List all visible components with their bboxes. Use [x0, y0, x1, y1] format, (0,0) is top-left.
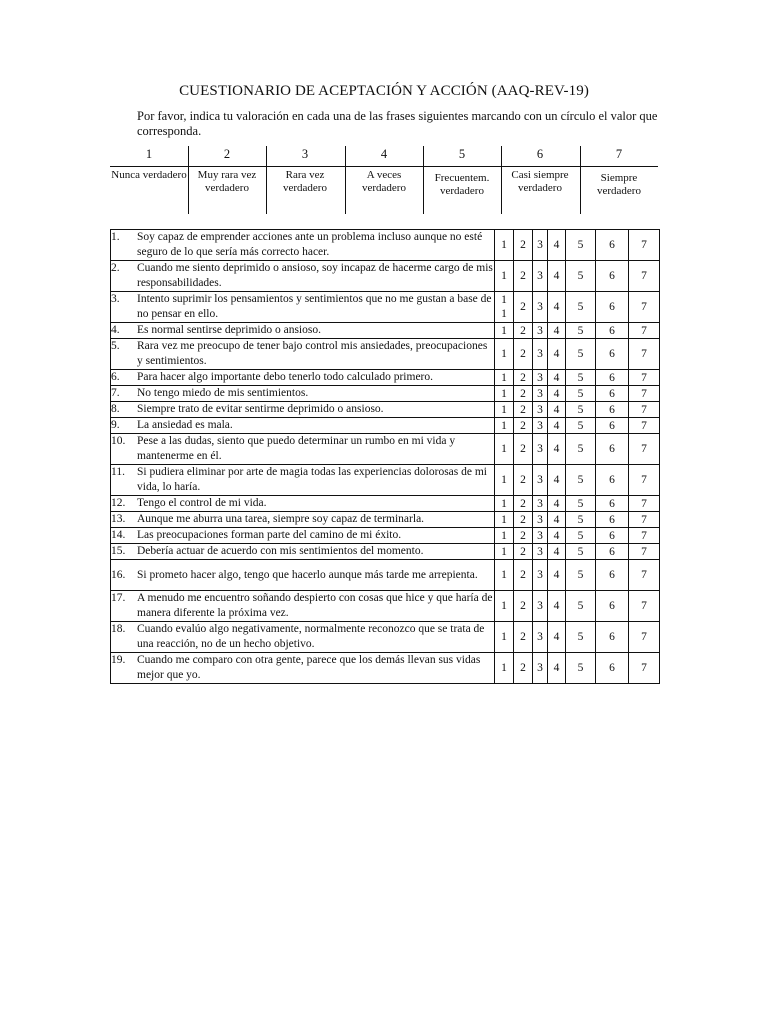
statement-cell: [111, 512, 495, 528]
scale-label-7: Siempre verdadero: [597, 172, 641, 197]
rating-option-6[interactable]: 6: [596, 512, 629, 528]
rating-option-6[interactable]: 6: [596, 402, 629, 418]
rating-option-6[interactable]: 6: [596, 653, 629, 684]
rating-option-5[interactable]: 5: [566, 465, 596, 496]
rating-option-6[interactable]: 6: [596, 230, 629, 261]
rating-option-2[interactable]: 2: [514, 434, 533, 465]
rating-option-2[interactable]: 2: [514, 418, 533, 434]
rating-option-1[interactable]: 1: [495, 323, 514, 339]
rating-option-2[interactable]: 2: [514, 261, 533, 292]
item-number: 19.: [111, 654, 126, 666]
rating-option-2[interactable]: 2: [514, 465, 533, 496]
rating-option-2[interactable]: 2: [514, 591, 533, 622]
rating-option-6[interactable]: 6: [596, 622, 629, 653]
statement-cell: [111, 402, 495, 418]
rating-option-1[interactable]: 1: [495, 386, 514, 402]
rating-option-7[interactable]: 7: [629, 560, 660, 591]
scale-divider: [345, 146, 346, 214]
rating-option-6[interactable]: 6: [596, 292, 629, 323]
rating-option-7[interactable]: 7: [629, 591, 660, 622]
rating-option-2[interactable]: 2: [514, 528, 533, 544]
table-row: [111, 560, 660, 591]
rating-option-4[interactable]: 4: [548, 323, 566, 339]
table-row: [111, 370, 660, 386]
instructions: Por favor, indica tu valoración en cada una de las frases siguientes marcando con un círculo el valor que corresponda.: [137, 109, 658, 138]
table-row: [111, 402, 660, 418]
rating-option-2[interactable]: 2: [514, 323, 533, 339]
item-text: Si prometo hacer algo, tengo que hacerlo aunque más tarde me arrepienta.: [137, 568, 478, 581]
item-text: Si pudiera eliminar por arte de magia todas las experiencias dolorosas de mi vida, lo haría.: [137, 466, 487, 493]
item-number: 1.: [111, 231, 120, 243]
rating-option-3[interactable]: 3: [533, 418, 548, 434]
item-number: 14.: [111, 529, 126, 541]
item-text: Rara vez me preocupo de tener bajo control mis ansiedades, preocupaciones y sentimientos.: [137, 340, 488, 367]
rating-option-4[interactable]: 4: [548, 261, 566, 292]
rating-option-2[interactable]: 2: [514, 622, 533, 653]
rating-option-5[interactable]: 5: [566, 323, 596, 339]
item-text: A menudo me encuentro soñando despierto con cosas que hice y que haría de manera diferente la próxima vez.: [137, 592, 493, 619]
rating-option-2[interactable]: 2: [514, 560, 533, 591]
rating-option-7[interactable]: 7: [629, 230, 660, 261]
rating-option-3[interactable]: 3: [533, 512, 548, 528]
scale-label-4: A veces verdadero: [362, 169, 406, 194]
rating-option-7[interactable]: 7: [629, 544, 660, 560]
rating-option-1[interactable]: 1: [495, 528, 514, 544]
rating-option-2[interactable]: 2: [514, 339, 533, 370]
rating-option-5[interactable]: 5: [566, 292, 596, 323]
scale-number-3: 3: [301, 147, 309, 161]
rating-option-1[interactable]: 1: [495, 560, 514, 591]
item-number: 11.: [111, 466, 125, 478]
item-text: Las preocupaciones forman parte del camino de mi éxito.: [137, 529, 402, 541]
rating-option-7[interactable]: 7: [629, 370, 660, 386]
item-text: Es normal sentirse deprimido o ansioso.: [137, 324, 321, 336]
scale-number-6: 6: [536, 147, 544, 161]
rating-option-1[interactable]: 1: [495, 261, 514, 292]
item-number: 4.: [111, 324, 120, 336]
scale-divider: [266, 146, 267, 214]
rating-option-4[interactable]: 4: [548, 591, 566, 622]
rating-option-7[interactable]: 7: [629, 323, 660, 339]
rating-option-5[interactable]: 5: [566, 418, 596, 434]
item-number: 12.: [111, 497, 126, 509]
statement-cell: [111, 528, 495, 544]
rating-option-2[interactable]: 2: [514, 370, 533, 386]
item-number: 5.: [111, 340, 120, 352]
rating-option-2[interactable]: 2: [514, 496, 533, 512]
rating-option-6[interactable]: 6: [596, 591, 629, 622]
rating-option-1[interactable]: 1: [495, 512, 514, 528]
rating-option-6[interactable]: 6: [596, 418, 629, 434]
item-number: 13.: [111, 513, 126, 525]
rating-option-4[interactable]: 4: [548, 386, 566, 402]
statement-cell: [111, 386, 495, 402]
statement-cell: [111, 434, 495, 465]
scale-label-2: Muy rara vez verdadero: [197, 169, 257, 194]
rating-option-5[interactable]: 5: [566, 402, 596, 418]
rating-option-5[interactable]: 5: [566, 512, 596, 528]
rating-option-6[interactable]: 6: [596, 465, 629, 496]
rating-option-3[interactable]: 3: [533, 339, 548, 370]
rating-option-4[interactable]: 4: [548, 496, 566, 512]
rating-option-1[interactable]: 1: [495, 653, 514, 684]
rating-option-7[interactable]: 7: [629, 622, 660, 653]
table-row: [111, 512, 660, 528]
rating-option-6[interactable]: 6: [596, 386, 629, 402]
rating-option-4[interactable]: 4: [548, 434, 566, 465]
scale-number-4: 4: [380, 147, 388, 161]
item-number: 2.: [111, 262, 120, 274]
item-text: Cuando evalúo algo negativamente, normalmente reconozco que se trata de una reacción, no de un hecho objetivo.: [137, 623, 485, 650]
rating-option-7[interactable]: 7: [629, 339, 660, 370]
rating-option-3[interactable]: 3: [533, 323, 548, 339]
rating-option-7[interactable]: 7: [629, 386, 660, 402]
rating-option-6[interactable]: 6: [596, 370, 629, 386]
rating-option-4[interactable]: 4: [548, 339, 566, 370]
scale-divider: [580, 146, 581, 214]
rating-option-5[interactable]: 5: [566, 261, 596, 292]
scale-number-2: 2: [223, 147, 231, 161]
rating-option-7[interactable]: 7: [629, 653, 660, 684]
rating-option-1[interactable]: 1: [495, 339, 514, 370]
rating-option-6[interactable]: 6: [596, 528, 629, 544]
rating-option-3[interactable]: 3: [533, 653, 548, 684]
statement-cell: [111, 323, 495, 339]
item-number: 15.: [111, 545, 126, 557]
item-number: 17.: [111, 592, 126, 604]
item-text: Soy capaz de emprender acciones ante un problema incluso aunque no esté seguro de lo que sería más correcto hacer.: [137, 231, 483, 258]
table-row: [111, 418, 660, 434]
rating-option-5[interactable]: 5: [566, 434, 596, 465]
item-text: Intento suprimir los pensamientos y sentimientos que no me gustan a base de no pensar en ello.: [137, 293, 492, 320]
item-text: Aunque me aburra una tarea, siempre soy capaz de terminarla.: [137, 513, 425, 525]
statement-cell: [111, 465, 495, 496]
rating-option-7[interactable]: 7: [629, 434, 660, 465]
table-row: [111, 496, 660, 512]
scale-number-7: 7: [615, 147, 623, 161]
rating-option-3[interactable]: 3: [533, 434, 548, 465]
rating-option-5[interactable]: 5: [566, 560, 596, 591]
table-row: [111, 528, 660, 544]
statement-cell: [111, 591, 495, 622]
statement-cell: [111, 292, 495, 323]
table-row: [111, 292, 660, 323]
rating-option-1[interactable]: 1: [495, 591, 514, 622]
rating-option-1[interactable]: 1: [495, 370, 514, 386]
table-row: [111, 434, 660, 465]
rating-option-7[interactable]: 7: [629, 261, 660, 292]
rating-option-1[interactable]: 1: [495, 496, 514, 512]
rating-option-7[interactable]: 7: [629, 465, 660, 496]
rating-option-5[interactable]: 5: [566, 386, 596, 402]
rating-option-6[interactable]: 6: [596, 323, 629, 339]
statement-cell: [111, 653, 495, 684]
item-number: 18.: [111, 623, 126, 635]
item-text: Siempre trato de evitar sentirme deprimido o ansioso.: [137, 403, 384, 415]
rating-option-1[interactable]: 1: [495, 465, 514, 496]
rating-option-7[interactable]: 7: [629, 402, 660, 418]
rating-option-4[interactable]: 4: [548, 512, 566, 528]
rating-option-5[interactable]: 5: [566, 370, 596, 386]
rating-option-1[interactable]: 1: [495, 402, 514, 418]
statement-cell: [111, 622, 495, 653]
rating-option-6[interactable]: 6: [596, 496, 629, 512]
scale-divider: [423, 146, 424, 214]
rating-option-6[interactable]: 6: [596, 261, 629, 292]
statement-cell: [111, 230, 495, 261]
table-row: [111, 261, 660, 292]
rating-option-6[interactable]: 6: [596, 434, 629, 465]
item-text: Cuando me comparo con otra gente, parece que los demás llevan sus vidas mejor que yo.: [137, 654, 481, 681]
table-row: [111, 230, 660, 261]
page-title: CUESTIONARIO DE ACEPTACIÓN Y ACCIÓN (AAQ-REV-19): [179, 83, 589, 99]
rating-option-2[interactable]: 2: [514, 512, 533, 528]
rating-option-2[interactable]: 2: [514, 230, 533, 261]
rating-option-3[interactable]: 3: [533, 370, 548, 386]
rating-option-3[interactable]: 3: [533, 496, 548, 512]
table-row: [111, 465, 660, 496]
rating-option-5[interactable]: 5: [566, 528, 596, 544]
scale-divider: [501, 146, 502, 214]
rating-option-1[interactable]: 1: [495, 230, 514, 261]
item-text: Cuando me siento deprimido o ansioso, soy incapaz de hacerme cargo de mis responsabilidades.: [137, 262, 493, 289]
rating-option-5[interactable]: 5: [566, 230, 596, 261]
scale-number-1: 1: [145, 147, 153, 161]
rating-option-4[interactable]: 4: [548, 653, 566, 684]
item-text: La ansiedad es mala.: [137, 419, 233, 431]
item-text: Pese a las dudas, siento que puedo determinar un rumbo en mi vida y mantenerme en él.: [137, 435, 456, 462]
statement-cell: [111, 339, 495, 370]
rating-option-6[interactable]: 6: [596, 544, 629, 560]
rating-option-4[interactable]: 4: [548, 292, 566, 323]
item-number: 8.: [111, 403, 120, 415]
item-text: Debería actuar de acuerdo con mis sentimientos del momento.: [137, 545, 424, 557]
scale-number-5: 5: [458, 147, 466, 161]
rating-option-2[interactable]: 2: [514, 544, 533, 560]
questionnaire-table: [110, 229, 660, 684]
rating-option-1[interactable]: 1: [495, 434, 514, 465]
statement-cell: [111, 496, 495, 512]
rating-option-1[interactable]: [495, 292, 514, 323]
rating-option-4[interactable]: 4: [548, 370, 566, 386]
rating-option-4[interactable]: 4: [548, 622, 566, 653]
rating-option-4[interactable]: 4: [548, 418, 566, 434]
rating-option-1[interactable]: 1: [495, 418, 514, 434]
item-text: No tengo miedo de mis sentimientos.: [137, 387, 309, 399]
table-row: [111, 323, 660, 339]
rating-option-3[interactable]: 3: [533, 528, 548, 544]
table-row: [111, 339, 660, 370]
scale-label-1: Nunca verdadero: [111, 169, 187, 181]
rating-option-3[interactable]: 3: [533, 465, 548, 496]
item-number: 9.: [111, 419, 120, 431]
rating-option-3[interactable]: 3: [533, 230, 548, 261]
scale-label-6: Casi siempre verdadero: [511, 169, 569, 194]
rating-option-5[interactable]: 5: [566, 496, 596, 512]
scale-label-5: Frecuentem. verdadero: [434, 172, 490, 197]
rating-option-2[interactable]: 2: [514, 386, 533, 402]
rating-option-4[interactable]: 4: [548, 528, 566, 544]
rating-option-3[interactable]: 3: [533, 591, 548, 622]
rating-option-6[interactable]: 6: [596, 339, 629, 370]
table-row: [111, 591, 660, 622]
item-text: Tengo el control de mi vida.: [137, 497, 267, 509]
rating-option-5[interactable]: 5: [566, 591, 596, 622]
scale-label-3: Rara vez verdadero: [283, 169, 327, 194]
rating-option-7[interactable]: 7: [629, 292, 660, 323]
item-number: 6.: [111, 371, 120, 383]
rating-option-4[interactable]: 4: [548, 402, 566, 418]
statement-cell: [111, 560, 495, 591]
rating-option-5[interactable]: 5: [566, 653, 596, 684]
rating-option-label: 1: [501, 294, 507, 306]
rating-option-5[interactable]: 5: [566, 622, 596, 653]
rating-option-3[interactable]: 3: [533, 544, 548, 560]
item-number: 3.: [111, 293, 120, 305]
item-number: 16.: [111, 568, 126, 581]
item-number: 10.: [111, 435, 126, 447]
rating-option-2[interactable]: 2: [514, 402, 533, 418]
rating-option-3[interactable]: 3: [533, 261, 548, 292]
rating-option-3[interactable]: 3: [533, 292, 548, 323]
rating-option-label: 1: [501, 308, 507, 320]
rating-option-1[interactable]: 1: [495, 622, 514, 653]
rating-option-5[interactable]: 5: [566, 339, 596, 370]
rating-option-6[interactable]: 6: [596, 560, 629, 591]
statement-cell: [111, 544, 495, 560]
rating-option-7[interactable]: 7: [629, 418, 660, 434]
rating-option-3[interactable]: 3: [533, 622, 548, 653]
rating-option-3[interactable]: 3: [533, 386, 548, 402]
statement-cell: [111, 418, 495, 434]
rating-scale-header: [110, 146, 658, 214]
rating-option-4[interactable]: 4: [548, 560, 566, 591]
rating-option-2[interactable]: 2: [514, 292, 533, 323]
table-row: [111, 653, 660, 684]
rating-option-7[interactable]: 7: [629, 512, 660, 528]
item-text: Para hacer algo importante debo tenerlo todo calculado primero.: [137, 371, 434, 383]
rating-option-2[interactable]: 2: [514, 653, 533, 684]
rating-option-5[interactable]: 5: [566, 544, 596, 560]
rating-option-7[interactable]: 7: [629, 496, 660, 512]
rating-option-7[interactable]: 7: [629, 528, 660, 544]
table-row: [111, 386, 660, 402]
table-row: [111, 544, 660, 560]
table-row: [111, 622, 660, 653]
rating-option-4[interactable]: 4: [548, 544, 566, 560]
rating-option-3[interactable]: 3: [533, 560, 548, 591]
rating-option-1[interactable]: 1: [495, 544, 514, 560]
scale-divider: [188, 146, 189, 214]
statement-cell: [111, 370, 495, 386]
rating-option-4[interactable]: 4: [548, 465, 566, 496]
item-number: 7.: [111, 387, 120, 399]
statement-cell: [111, 261, 495, 292]
rating-option-4[interactable]: 4: [548, 230, 566, 261]
rating-option-3[interactable]: 3: [533, 402, 548, 418]
